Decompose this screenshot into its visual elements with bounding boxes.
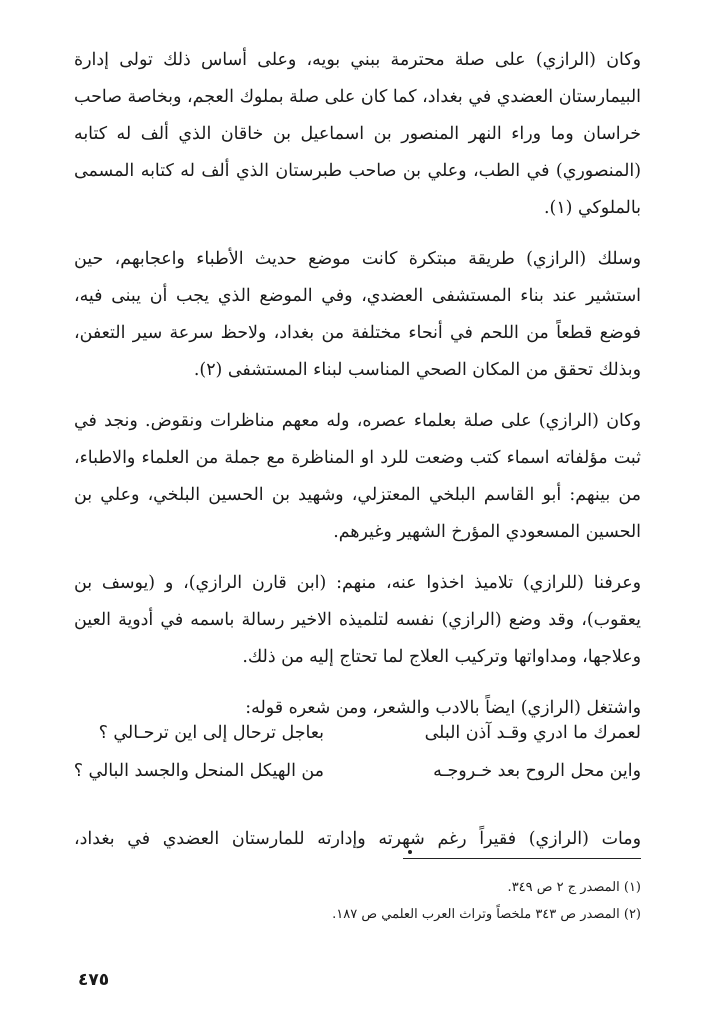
paragraph-razi-death: ومات (الرازي) فقيراً رغم شهرته وإدارته للمارستان العضدي في بغداد، [74, 829, 641, 850]
poem-second-hemistich: بعاجل ترحال إلى اين ترحـالي ؟ [98, 723, 324, 743]
paragraph-poetry-intro: واشتغل (الرازي) ايضاً بالادب والشعر، ومن شعره قوله: [245, 698, 641, 718]
paragraph-students: وعرفنا (للرازي) تلاميذ اخذوا عنه، منهم: (ابن قارن الرازي)، و (يوسف بن يعقوب)، وقد وضع (الرازي) نفسه لتلميذه الاخير رسالة باسمه في أدوية العين وعلاجها، ومداواتها وتركيب العلاج لما تحتاج إليه من ذلك. [74, 573, 641, 667]
separator-dot [408, 850, 412, 854]
poem-verse [74, 714, 641, 752]
poem-first-hemistich: واين محل الروح بعد خـروجـه [433, 761, 641, 781]
poem-first-hemistich: لعمرك ما ادري وقـد آذن البلى [424, 723, 641, 743]
footnotes [74, 874, 641, 928]
paragraph-hospital-site: وسلك (الرازي) طريقة مبتكرة كانت موضع حديث الأطباء واعجابهم، حين استشير عند بناء المستشفى العضدي، وفي الموضع الذي يجب أن يبنى فيه، فوضع قطعاً من اللحم في أنحاء مختلفة من بغداد، ولاحظ سرعة سير التعفن، وبذلك تحقق من المكان الصحي المناسب لبناء المستشفى (٢). [74, 249, 641, 380]
main-text [74, 42, 641, 735]
paragraph-razi-patrons: وكان (الرازي) على صلة محترمة ببني بويه، وعلى أساس ذلك تولى إدارة البيمارستان العضدي في بغداد، كما كان على صلة بملوك العجم، وبخاصة صاحب خراسان وما وراء النهر المنصور بن اسماعيل بن خاقان الذي ألف له كتابه (المنصوري) في الطب، وعلي بن صاحب طبرستان الذي ألف له كتابه المسمى بالملوكي (١). [74, 50, 641, 218]
page-number: ٤٧٥ [78, 970, 110, 990]
poem-second-hemistich: من الهيكل المنحل والجسد البالي ؟ [73, 761, 324, 781]
footnote-2: (٢) المصدر ص ٣٤٣ ملخصاً وتراث العرب العلمي ص ١٨٧. [332, 907, 641, 922]
poem-verse [74, 752, 641, 790]
footnote-separator [403, 858, 641, 859]
poem [74, 714, 641, 790]
footnote-1: (١) المصدر ج ٢ ص ٣٤٩. [507, 880, 641, 895]
paragraph-debates: وكان (الرازي) على صلة بعلماء عصره، وله معهم مناظرات ونقوض. ونجد في ثبت مؤلفاته اسماء كتب وضعت للرد او المناظرة مع جملة من العلماء والاطباء، من بينهم: أبو القاسم البلخي المعتزلي، وشهيد بن الحسين البلخي، وعلي بن الحسين المسعودي المؤرخ الشهير وغيرهم. [74, 411, 641, 542]
